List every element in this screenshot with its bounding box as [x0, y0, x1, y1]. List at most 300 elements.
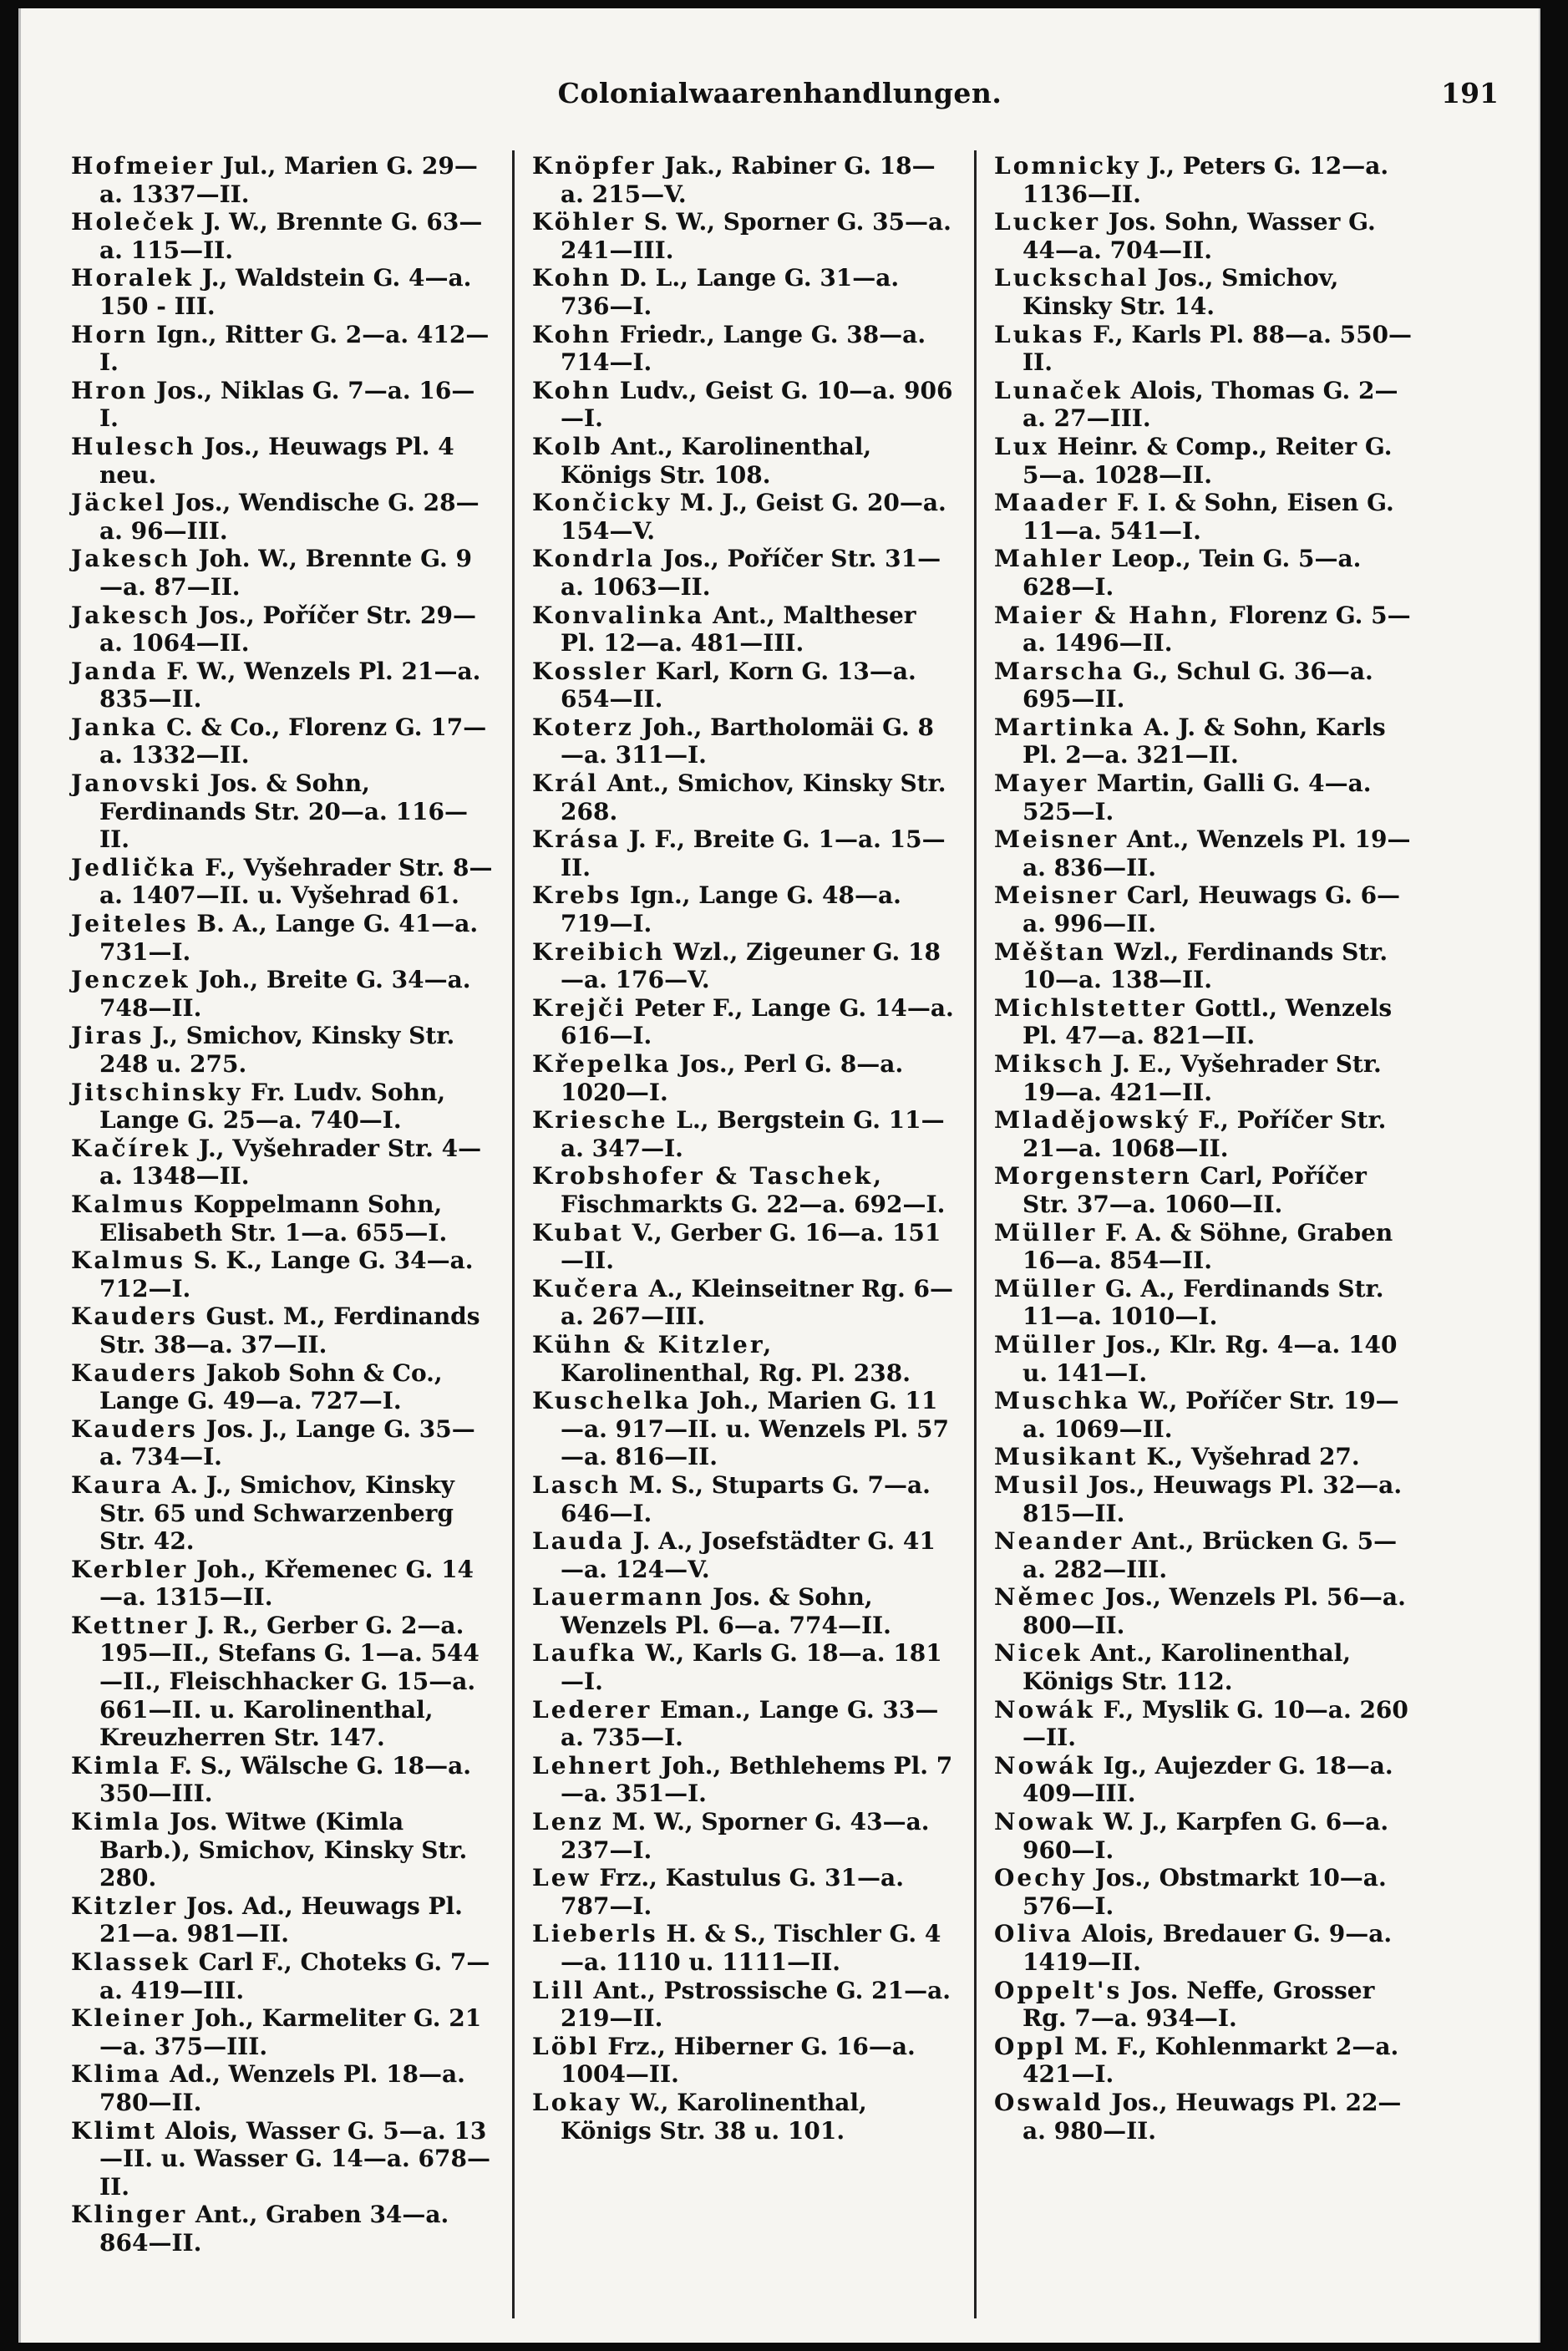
entry-name: Lokay	[532, 2088, 622, 2116]
entry-details: Karolinenthal, Rg. Pl. 238.	[561, 1358, 911, 1387]
directory-entry	[532, 545, 954, 601]
entry-name: Kačírek	[71, 1134, 191, 1162]
directory-entry	[994, 1864, 1416, 1920]
entry-name: Knöpfer	[532, 152, 657, 180]
directory-entry	[994, 1920, 1416, 1976]
entry-name: Jitschinsky	[71, 1078, 243, 1106]
directory-entry	[71, 1247, 493, 1302]
entry-name: Lunaček	[994, 376, 1123, 404]
entry-details: S. K., Lange G. 34—a. 712—I.	[99, 1247, 474, 1302]
entry-details: K., Vyšehrad 27.	[1138, 1443, 1360, 1471]
entry-details: J. A., Josefstädter G. 41—a. 124—V.	[561, 1527, 936, 1583]
entry-name: Jeiteles	[71, 910, 189, 938]
entry-name: Jenczek	[71, 966, 190, 994]
entry-details: W. J., Karpfen G. 6—a. 960—I.	[1022, 1808, 1389, 1864]
directory-entry	[71, 264, 493, 320]
directory-entry	[71, 1808, 493, 1892]
directory-entry	[71, 1079, 493, 1135]
directory-entry	[994, 152, 1416, 208]
directory-entry	[994, 2033, 1416, 2089]
directory-entry	[532, 208, 954, 264]
entry-name: Hulesch	[71, 432, 196, 460]
directory-entry	[71, 1359, 493, 1415]
entry-details: Jos. & Sohn, Ferdinands Str. 20—a. 116—II.	[99, 769, 468, 854]
directory-entry	[994, 1696, 1416, 1752]
directory-entry	[994, 1219, 1416, 1275]
entry-name: Končicky	[532, 489, 672, 517]
directory-entry	[994, 1443, 1416, 1471]
directory-entry	[532, 433, 954, 489]
directory-entry	[994, 545, 1416, 601]
directory-entry	[532, 1162, 954, 1218]
entry-details: Gottl., Wenzels Pl. 47—a. 821—II.	[1022, 993, 1393, 1050]
entry-details: Ant., Karolinenthal, Königs Str. 108.	[561, 432, 872, 489]
directory-entry	[994, 1752, 1416, 1808]
entry-name: Janovski	[71, 769, 202, 798]
directory-entry	[71, 1612, 493, 1752]
directory-entry	[71, 152, 493, 208]
directory-entry	[532, 152, 954, 208]
entry-details: Wzl., Zigeuner G. 18—a. 176—V.	[561, 937, 941, 994]
entry-details: F., Karls Pl. 88—a. 550—II.	[1022, 320, 1413, 377]
entry-details: Jos., Perl G. 8—a. 1020—I.	[561, 1050, 904, 1106]
column-rule-2	[974, 150, 977, 2318]
entry-name: Lux	[994, 432, 1049, 460]
directory-entry	[71, 1191, 493, 1247]
entry-name: Musikant	[994, 1443, 1139, 1471]
entry-name: Maader	[994, 489, 1109, 517]
directory-entry	[71, 2117, 493, 2201]
directory-entry	[532, 1977, 954, 2033]
entry-name: Mladějowský	[994, 1106, 1190, 1135]
directory-entry	[71, 2060, 493, 2116]
directory-entry	[71, 1556, 493, 1612]
entry-details: A. J. & Sohn, Karls Pl. 2—a. 321—II.	[1022, 713, 1386, 769]
entry-name: Kohn	[532, 376, 612, 404]
entry-details: Ant., Pstrossische G. 21—a. 219—II.	[561, 1976, 951, 2033]
entry-details: Ant., Karolinenthal, Königs Str. 112.	[1022, 1639, 1352, 1696]
entry-details: J. R., Gerber G. 2—a. 195—II., Stefans G. 1—a. 544—II., Fleischhacker G. 15—a. 661—II. u. Karolinenthal, Kreuzherren Str. 147.	[99, 1611, 480, 1752]
entry-name: Muschka	[994, 1387, 1131, 1415]
directory-entry	[994, 1331, 1416, 1387]
entry-details: F. I. & Sohn, Eisen G. 11—a. 541—I.	[1022, 489, 1394, 545]
directory-entry	[71, 1302, 493, 1358]
directory-entry	[994, 1275, 1416, 1331]
entry-name: Jäckel	[71, 489, 167, 517]
directory-entry	[532, 1219, 954, 1275]
entry-name: Janda	[71, 657, 159, 685]
entry-name: Nowak	[994, 1808, 1095, 1836]
directory-entry	[532, 881, 954, 937]
entry-details: Carl, Poříčer Str. 37—a. 1060—II.	[1022, 1162, 1367, 1218]
directory-entry	[71, 966, 493, 1022]
entry-name: Müller	[994, 1330, 1098, 1358]
entry-details: F. A. & Söhne, Graben 16—a. 854—II.	[1022, 1218, 1393, 1275]
entry-details: Ig., Aujezder G. 18—a. 409—III.	[1022, 1751, 1393, 1808]
entry-details: V., Gerber G. 16—a. 151—II.	[561, 1218, 941, 1275]
directory-entry	[532, 2033, 954, 2089]
directory-entry	[994, 602, 1416, 658]
directory-entry	[71, 321, 493, 377]
directory-entry	[994, 1106, 1416, 1162]
entry-details: Joh., Breite G. 34—a. 748—II.	[99, 966, 471, 1022]
entry-details: Jos., Smichov, Kinsky Str. 14.	[1022, 264, 1339, 320]
entry-name: Kriesche	[532, 1106, 668, 1135]
entry-name: Kalmus	[71, 1190, 185, 1218]
entry-details: Ludv., Geist G. 10—a. 906—I.	[561, 376, 953, 433]
entry-name: Laufka	[532, 1639, 637, 1668]
directory-entry	[532, 769, 954, 825]
entry-name: Lehnert	[532, 1751, 653, 1780]
entry-name: Kimla	[71, 1808, 162, 1836]
entry-details: M. J., Geist G. 20—a. 154—V.	[561, 489, 946, 545]
entry-name: Lill	[532, 1976, 586, 2004]
column-left	[71, 152, 493, 2257]
entry-details: A. J., Smichov, Kinsky Str. 65 und Schwarzenberg Str. 42.	[99, 1470, 454, 1556]
entry-name: Nowák	[994, 1695, 1095, 1724]
entry-details: J., Smichov, Kinsky Str. 248 u. 275.	[99, 1022, 455, 1078]
entry-details: D. L., Lange G. 31—a. 736—I.	[561, 264, 900, 320]
entry-details: W., Poříčer Str. 19—a. 1069—II.	[1022, 1387, 1399, 1443]
directory-entry	[994, 1050, 1416, 1106]
entry-name: Holeček	[71, 208, 195, 236]
directory-entry	[994, 938, 1416, 994]
entry-name: Kolb	[532, 432, 603, 460]
entry-name: Křepelka	[532, 1050, 672, 1078]
directory-entry	[532, 938, 954, 994]
directory-entry	[532, 994, 954, 1050]
entry-details: Ad., Wenzels Pl. 18—a. 780—II.	[99, 2060, 465, 2116]
entry-name: Janka	[71, 713, 159, 741]
entry-details: Joh., Karmeliter G. 21—a. 375—III.	[99, 2004, 482, 2060]
entry-name: Krejči	[532, 993, 627, 1022]
directory-entry	[532, 1527, 954, 1583]
entry-name: Maier & Hahn,	[994, 601, 1221, 629]
entry-name: Horalek	[71, 264, 194, 292]
entry-details: M. F., Kohlenmarkt 2—a. 421—I.	[1022, 2032, 1399, 2089]
directory-entry	[994, 1808, 1416, 1864]
entry-name: Lasch	[532, 1470, 621, 1499]
directory-entry	[71, 433, 493, 489]
directory-entry	[532, 1387, 954, 1471]
entry-details: Joh., Bartholomäi G. 8—a. 311—I.	[561, 713, 934, 769]
entry-details: J. E., Vyšehrader Str. 19—a. 421—II.	[1022, 1050, 1382, 1106]
entry-name: Oliva	[994, 1920, 1074, 1948]
directory-page	[18, 8, 1540, 2343]
entry-name: Michlstetter	[994, 993, 1187, 1022]
entry-name: Kleiner	[71, 2004, 186, 2033]
entry-details: F. W., Wenzels Pl. 21—a. 835—II.	[99, 657, 481, 713]
entry-name: Köhler	[532, 208, 636, 236]
entry-details: Jos., Wendische G. 28—a. 96—III.	[99, 489, 480, 545]
entry-details: Jul., Marien G. 29—a. 1337—II.	[99, 152, 478, 208]
entry-details: Jos. Neffe, Grosser Rg. 7—a. 934—I.	[1022, 1976, 1375, 2033]
directory-entry	[994, 1977, 1416, 2033]
entry-name: Kaura	[71, 1470, 164, 1499]
entry-name: Martinka	[994, 713, 1136, 741]
entry-details: C. & Co., Florenz G. 17—a. 1332—II.	[99, 713, 487, 769]
entry-details: J. F., Breite G. 1—a. 15—II.	[561, 825, 946, 881]
entry-details: Alois, Thomas G. 2—a. 27—III.	[1022, 376, 1398, 433]
entry-name: Krobshofer & Taschek,	[532, 1162, 884, 1191]
entry-details: Ign., Ritter G. 2—a. 412—I.	[99, 320, 490, 377]
directory-entry	[71, 1752, 493, 1808]
entry-name: Krása	[532, 825, 622, 854]
entry-name: Král	[532, 769, 599, 798]
directory-entry	[532, 377, 954, 433]
entry-name: Nowák	[994, 1751, 1095, 1780]
entry-details: J., Peters G. 12—a. 1136—II.	[1022, 152, 1389, 208]
entry-details: Alois, Bredauer G. 9—a. 1419—II.	[1022, 1920, 1393, 1976]
entry-details: J., Vyšehrader Str. 4—a. 1348—II.	[99, 1134, 482, 1191]
entry-name: Kossler	[532, 657, 648, 685]
entry-details: A., Kleinseitner Rg. 6—a. 267—III.	[561, 1274, 953, 1331]
directory-entry	[532, 602, 954, 658]
entry-name: Müller	[994, 1218, 1098, 1247]
directory-entry	[532, 1920, 954, 1976]
entry-details: Ign., Lange G. 48—a. 719—I.	[561, 881, 901, 938]
directory-entry	[532, 1471, 954, 1527]
entry-details: B. A., Lange G. 41—a. 731—I.	[99, 910, 479, 966]
directory-entry	[71, 1892, 493, 1948]
entry-details: Ant., Brücken G. 5—a. 282—III.	[1022, 1527, 1398, 1583]
directory-entry	[71, 713, 493, 769]
entry-details: Eman., Lange G. 33—a. 735—I.	[561, 1695, 939, 1752]
entry-details: M. W., Sporner G. 43—a. 237—I.	[561, 1808, 930, 1864]
entry-details: Jos., Klr. Rg. 4—a. 140 u. 141—I.	[1022, 1330, 1398, 1387]
entry-details: Joh., Křemenec G. 14—a. 1315—II.	[99, 1555, 474, 1612]
entry-name: Kuschelka	[532, 1387, 692, 1415]
directory-entry	[71, 1948, 493, 2004]
entry-details: Friedr., Lange G. 38—a. 714—I.	[561, 320, 926, 377]
entry-name: Jakesch	[71, 601, 190, 629]
directory-entry	[532, 713, 954, 769]
entry-details: Ant., Wenzels Pl. 19—a. 836—II.	[1022, 825, 1411, 881]
entry-name: Kohn	[532, 320, 612, 348]
entry-details: Fischmarkts G. 22—a. 692—I.	[561, 1190, 946, 1218]
entry-details: Heinr. & Comp., Reiter G. 5—a. 1028—II.	[1022, 432, 1393, 489]
entry-details: G., Schul G. 36—a. 695—II.	[1022, 657, 1373, 713]
entry-details: F., Poříčer Str. 21—a. 1068—II.	[1022, 1106, 1387, 1162]
entry-details: W., Karls G. 18—a. 181—I.	[561, 1639, 942, 1696]
entry-details: Jos. Ad., Heuwags Pl. 21—a. 981—II.	[99, 1891, 463, 1948]
entry-details: Jos., Heuwags Pl. 4 neu.	[99, 432, 454, 489]
entry-name: Kettner	[71, 1611, 190, 1639]
entry-name: Oppelt's	[994, 1976, 1123, 2004]
entry-details: Gust. M., Ferdinands Str. 38—a. 37—II.	[99, 1302, 480, 1358]
entry-name: Meisner	[994, 825, 1119, 854]
entry-details: S. W., Sporner G. 35—a. 241—III.	[561, 208, 951, 264]
entry-details: J., Waldstein G. 4—a. 150 - III.	[99, 264, 472, 320]
column-rule-1	[512, 150, 515, 2318]
entry-details: Peter F., Lange G. 14—a. 616—I.	[561, 993, 954, 1050]
entry-details: Ant., Graben 34—a. 864—II.	[99, 2201, 449, 2257]
entry-name: Jakesch	[71, 545, 190, 573]
directory-entry	[994, 489, 1416, 545]
entry-name: Klinger	[71, 2201, 188, 2229]
entry-details: Jos. Sohn, Wasser G. 44—a. 704—II.	[1022, 208, 1376, 264]
entry-details: Jos., Poříčer Str. 29—a. 1064—II.	[99, 601, 476, 658]
entry-name: Klassek	[71, 1948, 190, 1976]
directory-entry	[532, 1639, 954, 1695]
entry-details: Wzl., Ferdinands Str. 10—a. 138—II.	[1022, 937, 1388, 994]
directory-entry	[532, 1696, 954, 1752]
entry-details: W., Karolinenthal, Königs Str. 38 u. 101.	[561, 2088, 867, 2145]
directory-entry	[994, 433, 1416, 489]
page-title: Colonialwaarenhandlungen.	[557, 77, 1002, 109]
directory-entry	[532, 1864, 954, 1920]
entry-name: Oppl	[994, 2032, 1067, 2060]
entry-details: Jos. & Sohn, Wenzels Pl. 6—a. 774—II.	[561, 1583, 891, 1639]
entry-name: Kauders	[71, 1358, 198, 1387]
directory-entry	[532, 1583, 954, 1639]
entry-details: Jos., Poříčer Str. 31—a. 1063—II.	[561, 545, 941, 601]
directory-entry	[71, 1135, 493, 1191]
directory-entry	[532, 1050, 954, 1106]
directory-entry	[71, 658, 493, 713]
directory-entry	[532, 264, 954, 320]
directory-entry	[994, 377, 1416, 433]
page-number: 191	[1441, 77, 1499, 109]
directory-entry	[532, 1752, 954, 1808]
entry-name: Kalmus	[71, 1247, 185, 1275]
directory-entry	[71, 2004, 493, 2060]
directory-entry	[532, 1106, 954, 1162]
entry-name: Neander	[994, 1527, 1124, 1556]
entry-details: Koppelmann Sohn, Elisabeth Str. 1—a. 655—I.	[99, 1190, 448, 1247]
directory-entry	[532, 825, 954, 881]
directory-entry	[532, 1275, 954, 1331]
entry-name: Hron	[71, 376, 149, 404]
entry-name: Lukas	[994, 320, 1085, 348]
entry-details: Alois, Wasser G. 5—a. 13—II. u. Wasser G. 14—a. 678—II.	[99, 2116, 491, 2201]
entry-name: Konvalinka	[532, 601, 705, 629]
entry-name: Löbl	[532, 2032, 600, 2060]
entry-name: Kühn & Kitzler,	[532, 1330, 774, 1358]
entry-details: Jos., Heuwags Pl. 22—a. 980—II.	[1022, 2088, 1402, 2145]
entry-name: Lauermann	[532, 1583, 705, 1612]
entry-name: Kerbler	[71, 1555, 189, 1583]
entry-details: M. S., Stuparts G. 7—a. 646—I.	[561, 1470, 931, 1527]
entry-details: Fr. Ludv. Sohn, Lange G. 25—a. 740—I.	[99, 1078, 446, 1135]
entry-details: Martin, Galli G. 4—a. 525—I.	[1022, 769, 1372, 825]
entry-details: Jos. Witwe (Kimla Barb.), Smichov, Kinsky Str. 280.	[99, 1808, 468, 1892]
entry-name: Marscha	[994, 657, 1125, 685]
directory-entry	[71, 1022, 493, 1078]
entry-name: Jedlička	[71, 853, 197, 881]
directory-entry	[71, 208, 493, 264]
entry-name: Hofmeier	[71, 152, 215, 180]
directory-entry	[994, 1527, 1416, 1583]
directory-entry	[71, 489, 493, 545]
entry-details: Leop., Tein G. 5—a. 628—I.	[1022, 545, 1362, 601]
entry-name: Luckschal	[994, 264, 1149, 292]
entry-details: Jos., Heuwags Pl. 32—a. 815—II.	[1022, 1470, 1403, 1527]
entry-details: Jos. J., Lange G. 35—a. 734—I.	[99, 1414, 475, 1471]
entry-details: Ant., Smichov, Kinsky Str. 268.	[561, 769, 946, 825]
entry-name: Meisner	[994, 881, 1119, 910]
entry-name: Lederer	[532, 1695, 652, 1724]
entry-details: Florenz G. 5—a. 1496—II.	[1022, 601, 1411, 658]
entry-name: Miksch	[994, 1050, 1105, 1078]
directory-entry	[532, 2089, 954, 2145]
directory-entry	[994, 1639, 1416, 1695]
directory-entry	[71, 1415, 493, 1471]
entry-name: Jiras	[71, 1022, 145, 1050]
entry-name: Lenz	[532, 1808, 604, 1836]
directory-entry	[994, 658, 1416, 713]
directory-entry	[994, 321, 1416, 377]
directory-entry	[994, 208, 1416, 264]
directory-entry	[71, 2201, 493, 2257]
directory-entry	[71, 910, 493, 966]
entry-details: Joh., Marien G. 11—a. 917—II. u. Wenzels Pl. 57—a. 816—II.	[561, 1387, 949, 1471]
directory-entry	[71, 545, 493, 601]
directory-entry	[994, 825, 1416, 881]
entry-details: Carl F., Choteks G. 7—a. 419—III.	[99, 1948, 490, 2004]
entry-name: Krebs	[532, 881, 622, 910]
entry-name: Horn	[71, 320, 149, 348]
column-right	[994, 152, 1416, 2145]
directory-entry	[994, 881, 1416, 937]
column-middle	[532, 152, 954, 2145]
entry-details: H. & S., Tischler G. 4—a. 1110 u. 1111—II.	[561, 1920, 941, 1976]
directory-entry	[71, 854, 493, 910]
entry-name: Musil	[994, 1470, 1081, 1499]
entry-name: Müller	[994, 1274, 1098, 1302]
directory-entry	[994, 264, 1416, 320]
entry-details: Jos., Wenzels Pl. 56—a. 800—II.	[1022, 1583, 1406, 1639]
entry-name: Lew	[532, 1864, 591, 1892]
entry-name: Lauda	[532, 1527, 625, 1556]
entry-name: Kučera	[532, 1274, 641, 1302]
directory-entry	[994, 1471, 1416, 1527]
entry-details: Ant., Maltheser Pl. 12—a. 481—III.	[561, 601, 916, 658]
entry-name: Klimt	[71, 2116, 158, 2145]
entry-details: Joh. W., Brennte G. 9—a. 87—II.	[99, 545, 472, 601]
entry-name: Lomnicky	[994, 152, 1141, 180]
entry-name: Klima	[71, 2060, 162, 2089]
entry-name: Kauders	[71, 1302, 198, 1331]
entry-name: Mahler	[994, 545, 1104, 573]
page-header	[21, 69, 1539, 119]
directory-entry	[994, 769, 1416, 825]
entry-details: G. A., Ferdinands Str. 11—a. 1010—I.	[1022, 1274, 1384, 1331]
directory-entry	[71, 769, 493, 854]
directory-entry	[994, 1387, 1416, 1443]
entry-details: F., Myslik G. 10—a. 260—II.	[1022, 1695, 1408, 1752]
entry-details: Jak., Rabiner G. 18—a. 215—V.	[561, 152, 936, 208]
entry-name: Mayer	[994, 769, 1088, 798]
entry-details: Karl, Korn G. 13—a. 654—II.	[561, 657, 916, 713]
entry-name: Kohn	[532, 264, 612, 292]
entry-name: Němec	[994, 1583, 1097, 1612]
entry-details: J. W., Brennte G. 63—a. 115—II.	[99, 208, 483, 264]
entry-details: Jakob Sohn & Co., Lange G. 49—a. 727—I.	[99, 1358, 443, 1415]
entry-name: Morgenstern	[994, 1162, 1192, 1191]
entry-details: Jos., Niklas G. 7—a. 16—I.	[99, 376, 475, 433]
directory-entry	[994, 1162, 1416, 1218]
directory-entry	[71, 1471, 493, 1556]
entry-name: Nicek	[994, 1639, 1083, 1668]
entry-details: Frz., Kastulus G. 31—a. 787—I.	[561, 1864, 904, 1920]
directory-entry	[532, 489, 954, 545]
directory-entry	[532, 1808, 954, 1864]
entry-details: F., Vyšehrader Str. 8—a. 1407—II. u. Vyšehrad 61.	[99, 853, 493, 910]
directory-entry	[994, 994, 1416, 1050]
entry-name: Kondrla	[532, 545, 655, 573]
directory-entry	[71, 377, 493, 433]
